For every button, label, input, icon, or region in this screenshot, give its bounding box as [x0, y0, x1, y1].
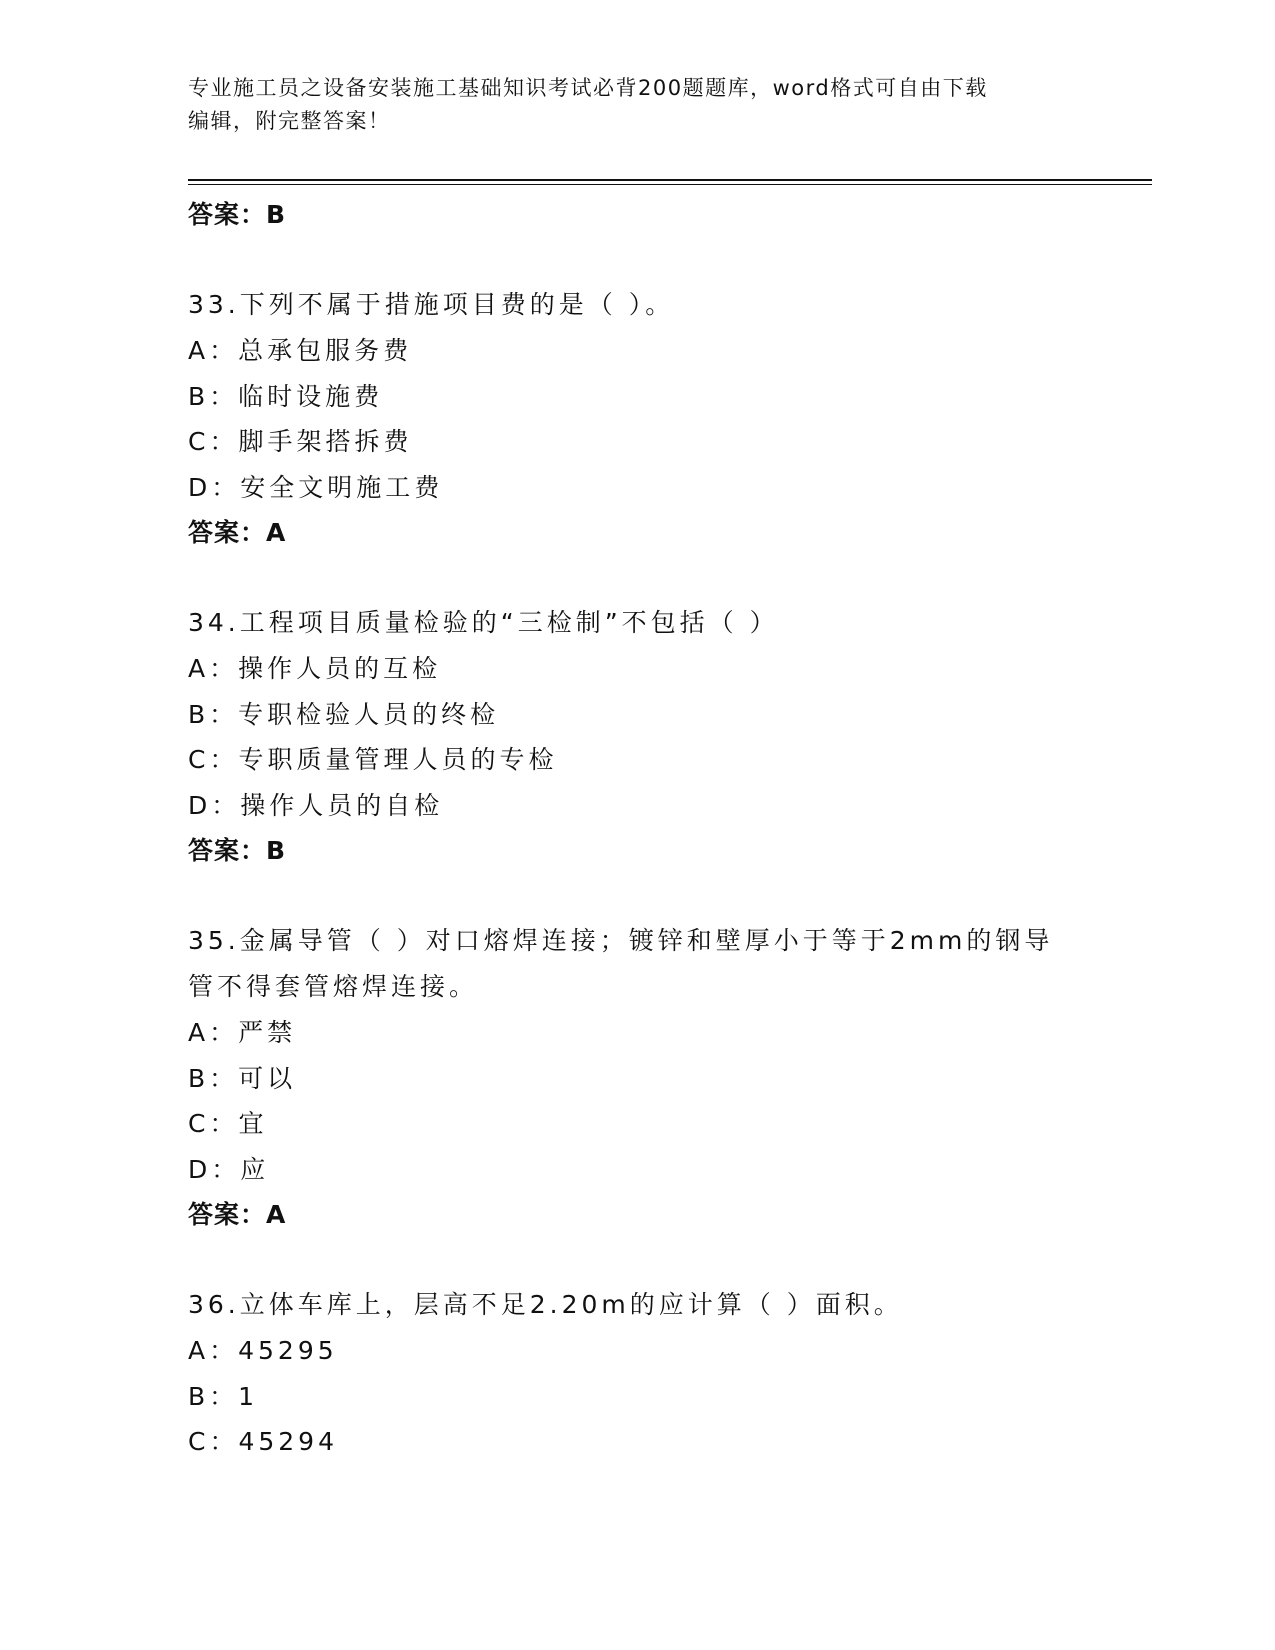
- option-a: A：总承包服务费: [188, 336, 413, 365]
- header-divider-thick: [188, 179, 1152, 181]
- question-text: 36.立体车库上，层高不足2.20m的应计算（ ）面积。: [188, 1290, 903, 1319]
- option-c: C：专职质量管理人员的专检: [188, 745, 558, 774]
- option-c: C：宜: [188, 1109, 268, 1138]
- question-33: [188, 282, 1068, 556]
- question-list: [188, 188, 1068, 1465]
- option-a: A：操作人员的互检: [188, 654, 442, 683]
- answer-line: 答案：A: [188, 1200, 287, 1229]
- answer-line: 答案：B: [188, 836, 287, 865]
- answer-line: 答案：A: [188, 518, 287, 547]
- option-d: D：操作人员的自检: [188, 790, 444, 820]
- header-line-2: 编辑，附完整答案！: [188, 109, 391, 133]
- option-a: A：45295: [188, 1336, 338, 1365]
- header-line-1: 专业施工员之设备安装施工基础知识考试必背200题题库，word格式可自由下载: [188, 76, 988, 100]
- option-a: A：严禁: [188, 1018, 297, 1047]
- option-b: B：专职检验人员的终检: [188, 699, 500, 729]
- option-d: D：安全文明施工费: [188, 472, 444, 502]
- question-text: 34.工程项目质量检验的“三检制”不包括（ ）: [188, 608, 779, 637]
- question-36: [188, 1282, 1068, 1465]
- question-text: 35.金属导管（ ）对口熔焊连接；镀锌和壁厚小于等于2mm的钢导管不得套管熔焊连接。: [188, 926, 1054, 1001]
- option-c: C：45294: [188, 1427, 338, 1456]
- document-header: [188, 72, 1068, 138]
- option-d: D：应: [188, 1154, 270, 1184]
- question-35: [188, 918, 1068, 1238]
- question-text: 33.下列不属于措施项目费的是（ ）。: [188, 290, 675, 319]
- header-divider-thin: [188, 184, 1152, 185]
- answer-line: 答案：B: [188, 200, 287, 229]
- option-b: B：1: [188, 1381, 259, 1411]
- option-c: C：脚手架搭拆费: [188, 427, 413, 456]
- option-b: B：可以: [188, 1063, 297, 1093]
- question-34: [188, 600, 1068, 874]
- option-b: B：临时设施费: [188, 381, 384, 411]
